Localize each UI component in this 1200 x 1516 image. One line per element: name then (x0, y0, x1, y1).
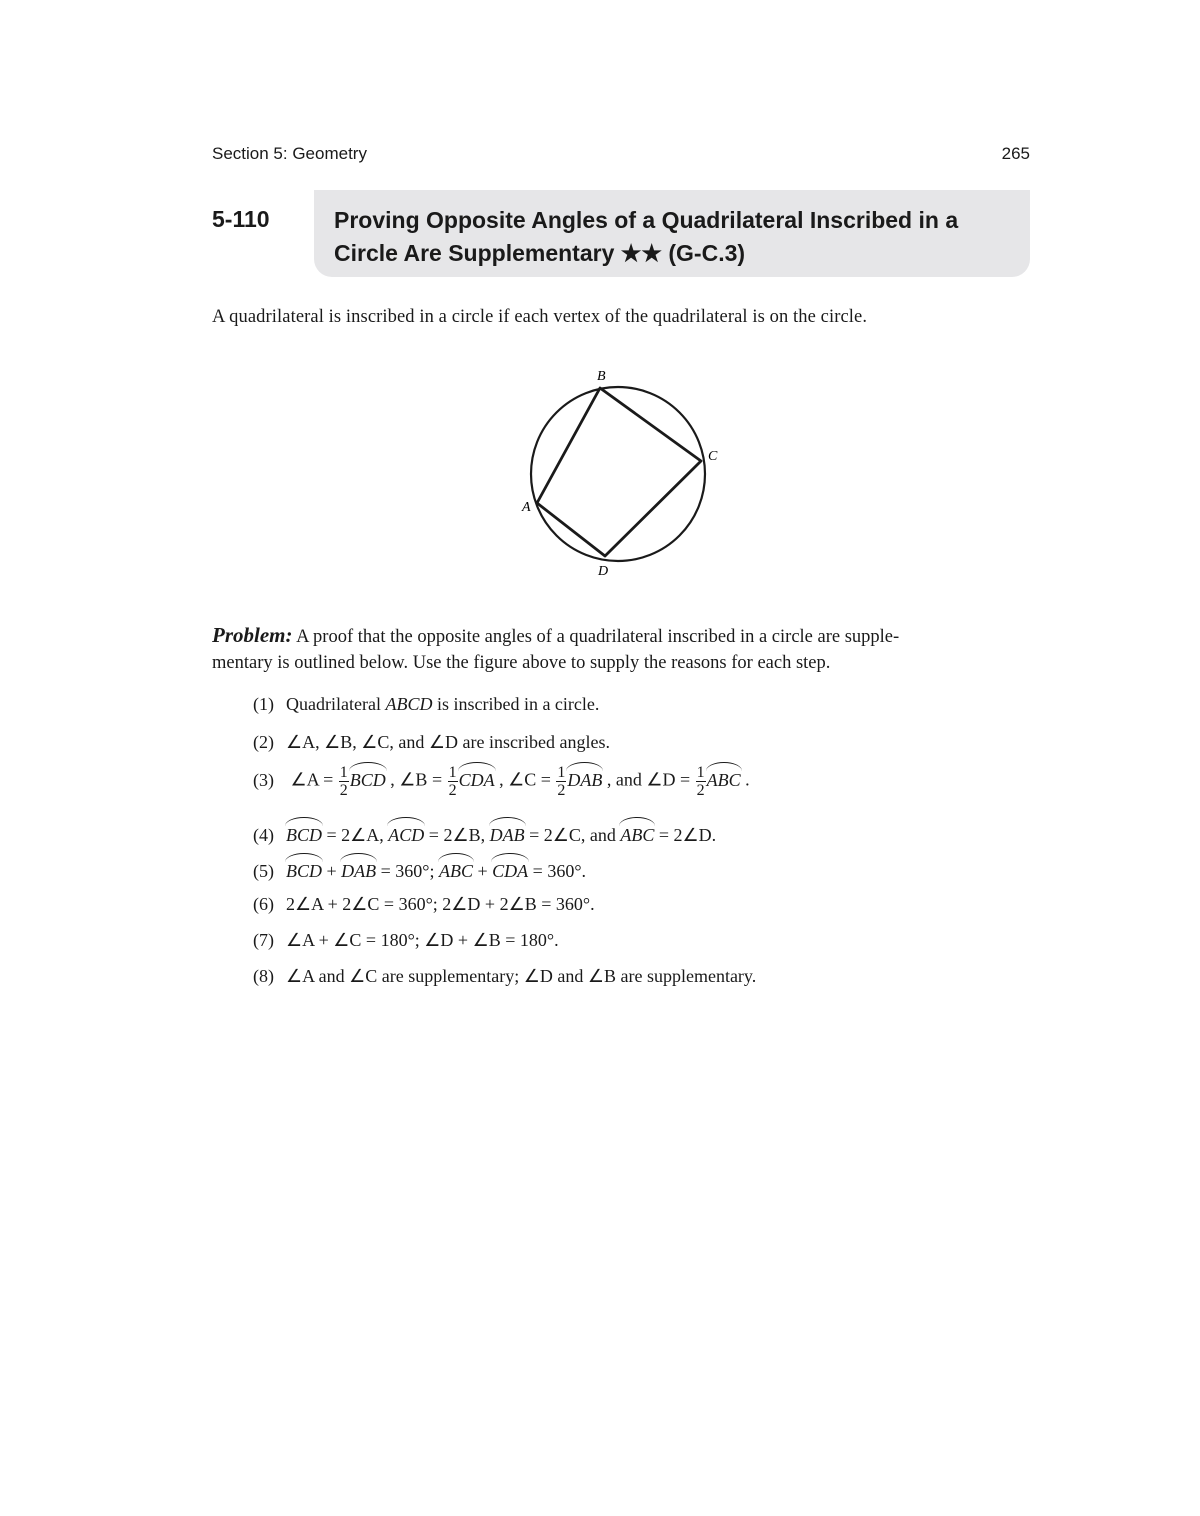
step-text: = 2∠D. (654, 825, 717, 845)
arc-cda: CDA (492, 858, 528, 882)
step-number: (2) (253, 732, 274, 752)
section-title: Section 5: Geometry (212, 144, 367, 163)
problem-statement (212, 622, 1032, 676)
intro-paragraph: A quadrilateral is inscribed in a circle if each vertex of the quadrilateral is on the circle. (212, 307, 868, 327)
arc-abc: ABC (439, 858, 473, 882)
arc-dab: DAB (490, 822, 525, 846)
quadrilateral-abcd (537, 388, 701, 556)
fraction-numerator: 1 (696, 764, 705, 781)
step-text-italic: ABCD (385, 694, 433, 714)
circle (531, 387, 705, 561)
vertex-label-b: B (597, 369, 606, 384)
arc-abc: ABC (707, 767, 741, 791)
arc-acd: ACD (388, 822, 424, 846)
title-line-2: Circle Are Supplementary ★★ (G-C.3) (334, 240, 746, 266)
step-1 (253, 694, 599, 715)
step-4 (253, 822, 716, 846)
arc-cda: CDA (459, 767, 495, 791)
inscribed-quadrilateral-figure (510, 360, 730, 585)
step-text: , and ∠D = (602, 769, 695, 790)
vertex-label-c: C (708, 449, 718, 464)
step-text: 2∠A + 2∠C = 360°; 2∠D + 2∠B = 360°. (286, 894, 595, 914)
step-8 (253, 966, 756, 987)
fraction-denominator: 2 (696, 782, 705, 799)
fraction-one-half (556, 764, 566, 799)
problem-lead: Problem: (212, 623, 293, 647)
fraction-denominator: 2 (557, 782, 566, 799)
arc-dab: DAB (341, 858, 376, 882)
step-6 (253, 894, 595, 915)
running-head (212, 144, 1030, 168)
fraction-numerator: 1 (339, 764, 348, 781)
fraction-one-half (339, 764, 349, 799)
step-number: (5) (253, 861, 274, 881)
step-text: is inscribed in a circle. (432, 694, 600, 714)
step-number: (8) (253, 966, 274, 986)
step-text: = 360°; (376, 861, 440, 881)
step-text: + (473, 861, 493, 881)
step-number: (6) (253, 894, 274, 914)
step-text: . (740, 769, 750, 790)
step-text: ∠A and ∠C are supplementary; ∠D and ∠B are supplementary. (286, 966, 757, 986)
step-text: , ∠B = (385, 769, 447, 790)
figure-svg (510, 360, 730, 585)
problem-number: 5-110 (212, 206, 270, 232)
step-text: = 2∠A, (322, 825, 389, 845)
arc-bcd: BCD (350, 767, 386, 791)
title-line-1: Proving Opposite Angles of a Quadrilateral Inscribed in a (334, 207, 959, 233)
arc-abc: ABC (620, 822, 654, 846)
step-text: = 2∠C, and (524, 825, 621, 845)
arc-dab: DAB (567, 767, 602, 791)
vertex-label-a: A (522, 500, 531, 515)
step-text: ∠A, ∠B, ∠C, and ∠D are inscribed angles. (286, 732, 610, 752)
step-3 (253, 764, 750, 799)
step-text: ∠A + ∠C = 180°; ∠D + ∠B = 180°. (286, 930, 559, 950)
step-number: (3) (253, 769, 274, 790)
problem-title (334, 204, 1024, 270)
arc-bcd: BCD (286, 822, 322, 846)
step-text: + (322, 861, 342, 881)
fraction-one-half (696, 764, 706, 799)
step-text: ∠A = (290, 769, 338, 790)
step-text: = 360°. (528, 861, 587, 881)
step-7 (253, 930, 559, 951)
step-text: , ∠C = (494, 769, 556, 790)
page-number: 265 (1001, 144, 1030, 163)
fraction-one-half (448, 764, 458, 799)
step-number: (7) (253, 930, 274, 950)
fraction-denominator: 2 (339, 782, 348, 799)
title-box (314, 190, 1030, 277)
step-text: Quadrilateral (286, 694, 386, 714)
fraction-numerator: 1 (557, 764, 566, 781)
step-number: (4) (253, 825, 274, 845)
problem-text: A proof that the opposite angles of a quadrilateral inscribed in a circle are supple- (292, 627, 900, 647)
step-2 (253, 732, 610, 753)
step-text: = 2∠B, (424, 825, 490, 845)
arc-bcd: BCD (286, 858, 322, 882)
fraction-numerator: 1 (448, 764, 457, 781)
fraction-denominator: 2 (448, 782, 457, 799)
step-5 (253, 858, 586, 882)
problem-text-2: mentary is outlined below. Use the figure above to supply the reasons for each step. (212, 653, 831, 673)
vertex-label-d: D (598, 564, 609, 579)
step-number: (1) (253, 694, 274, 714)
